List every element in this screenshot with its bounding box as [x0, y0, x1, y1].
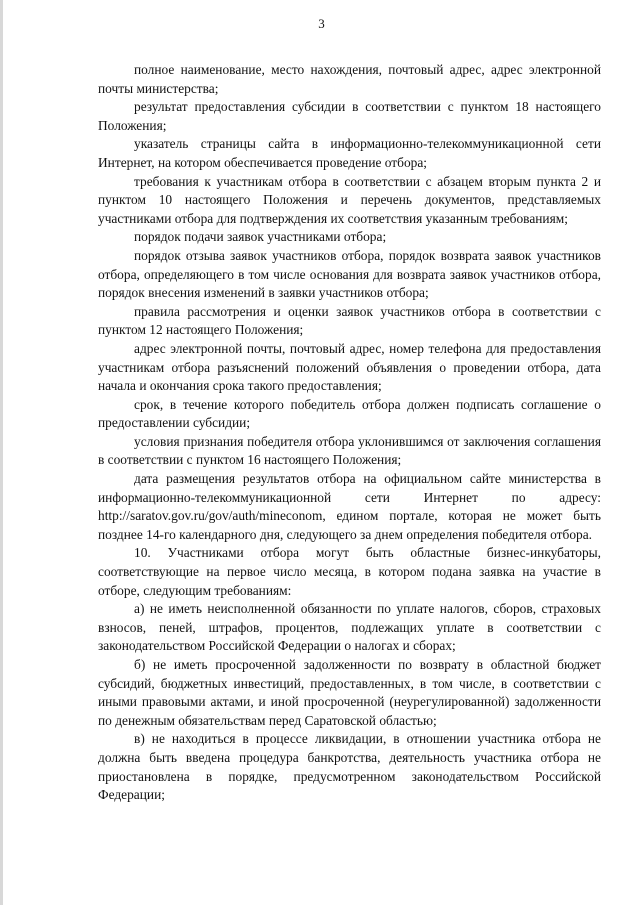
- paragraph: требования к участникам отбора в соответствии с абзацем вторым пункта 2 и пунктом 10 настоящего Положения и перечень документов, представляемых участниками отбора для подтверждения их соответствия указанным требованиям;: [98, 173, 601, 226]
- paragraph: порядок отзыва заявок участников отбора, порядок возврата заявок участников отбора, определяющего в том числе основания для возврата заявок участников отбора, порядок внесения изменений в заявки участников отбора;: [98, 247, 601, 301]
- paragraph: дата размещения результатов отбора на официальном сайте министерства в информационно-телекоммуникационной сети Интернет по адресу: http://saratov.gov.ru/gov/auth/mineconom, едином портале, которая не может быть позднее 14-го календарного дня, следующего за днем определения победителя отбора.: [98, 471, 601, 542]
- paragraph: адрес электронной почты, почтовый адрес, номер телефона для предоставления участникам отбора разъяснений положений объявления о проведении отбора, дата начала и окончания срока такого предоставления;: [98, 340, 601, 394]
- paragraph: результат предоставления субсидии в соответствии с пунктом 18 настоящего Положения;: [98, 99, 601, 133]
- paragraph: условия признания победителя отбора уклонившимся от заключения соглашения в соответствии с пунктом 16 настоящего Положения;: [98, 433, 601, 468]
- page-number: 3: [318, 16, 325, 31]
- paragraph: в) не находиться в процессе ликвидации, в отношении участника отбора не должна быть введена процедура банкротства, деятельность участника отбора не приостановлена в порядке, предусмотренном законодательством Российской Федерации;: [98, 731, 601, 803]
- document-body: [98, 61, 601, 805]
- paragraph: правила рассмотрения и оценки заявок участников отбора в соответствии с пунктом 12 настоящего Положения;: [98, 303, 601, 338]
- paragraph: указатель страницы сайта в информационно-телекоммуникационной сети Интернет, на котором обеспечивается проведение отбора;: [98, 136, 601, 170]
- paragraph: порядок подачи заявок участниками отбора;: [134, 229, 387, 245]
- paragraph: полное наименование, место нахождения, почтовый адрес, адрес электронной почты министерства;: [98, 62, 601, 96]
- paragraph: 10. Участниками отбора могут быть областные бизнес-инкубаторы, соответствующие на первое число месяца, в котором подана заявка на участие в отборе, следующим требованиям:: [98, 545, 601, 598]
- paragraph: срок, в течение которого победитель отбора должен подписать соглашение о предоставлении субсидии;: [98, 396, 601, 431]
- paragraph: а) не иметь неисполненной обязанности по уплате налогов, сборов, страховых взносов, пеней, штрафов, процентов, подлежащих уплате в соответствии с законодательством Российской Федерации о налогах и сборах;: [98, 601, 601, 654]
- paragraph: б) не иметь просроченной задолженности по возврату в областной бюджет субсидий, бюджетных инвестиций, предоставленных, в том числе, в соответствии с иными правовыми актами, и иной просроченной (неурегулированной) задолженности по денежным обязательствам перед Саратовской областью;: [98, 657, 601, 728]
